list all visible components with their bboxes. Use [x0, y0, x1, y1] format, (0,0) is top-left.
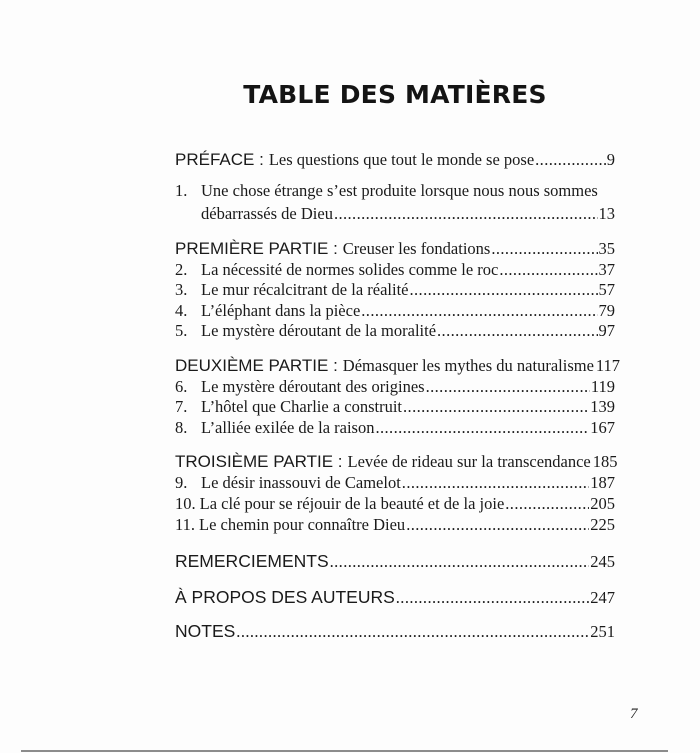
toc-entry-preface[interactable] — [175, 150, 615, 170]
dot-leader — [330, 552, 590, 572]
dot-leader — [361, 301, 597, 321]
entry-title: Les questions que tout le monde se pose — [268, 150, 535, 169]
section-label: PREMIÈRE PARTIE : — [175, 239, 338, 258]
dot-leader — [410, 280, 598, 300]
entry-title: Le chemin pour connaître Dieu — [199, 515, 406, 534]
chapter-number: 5. — [175, 321, 188, 340]
toc-entry-chapter-5[interactable] — [175, 321, 615, 341]
page-ref: 247 — [590, 588, 615, 607]
dot-leader — [402, 473, 589, 493]
page-ref: 187 — [590, 473, 615, 492]
toc-entry-chapter-2[interactable] — [175, 260, 615, 280]
page-ref: 139 — [590, 397, 615, 416]
chapter-number: 6. — [175, 377, 188, 396]
toc-entry-chapter-7[interactable] — [175, 397, 615, 417]
entry-title: REMERCIEMENTS — [175, 551, 329, 571]
entry-title: NOTES — [175, 621, 236, 641]
toc-entry-chapter-10[interactable] — [175, 494, 615, 514]
entry-title: Une chose étrange s’est produite lorsque nous nous sommes — [201, 181, 598, 200]
page-ref: 35 — [598, 239, 615, 258]
page-ref: 57 — [598, 280, 615, 299]
dot-leader — [505, 494, 589, 514]
section-label: TROISIÈME PARTIE : — [175, 452, 343, 471]
dot-leader — [236, 622, 589, 642]
dot-leader — [535, 150, 606, 170]
toc-entry-chapter-3[interactable] — [175, 280, 615, 300]
entry-title: Le mur récalcitrant de la réalité — [201, 280, 409, 299]
chapter-number: 9. — [175, 473, 188, 492]
page-ref: 117 — [595, 356, 621, 375]
chapter-number: 2. — [175, 260, 188, 279]
dot-leader — [491, 239, 597, 259]
toc-entry-part-2[interactable] — [175, 356, 621, 376]
chapter-number: 11. — [175, 515, 196, 534]
entry-title: Levée de rideau sur la transcendance — [347, 452, 591, 471]
toc-entry-part-3[interactable] — [175, 452, 618, 472]
entry-title: Démasquer les mythes du naturalisme — [342, 356, 594, 375]
entry-title: Le mystère déroutant des origines — [201, 377, 425, 396]
dot-leader — [426, 377, 590, 397]
entry-title: Creuser les fondations — [342, 239, 491, 258]
page-number: 7 — [630, 706, 638, 722]
page-ref: 79 — [598, 301, 615, 320]
toc-entry-chapter-9[interactable] — [175, 473, 615, 493]
toc-entry-a-propos[interactable] — [175, 587, 615, 608]
toc-entry-chapter-8[interactable] — [175, 418, 615, 438]
entry-title: La nécessité de normes solides comme le roc — [201, 260, 499, 279]
dot-leader — [375, 418, 589, 438]
chapter-number: 10. — [175, 494, 196, 513]
dot-leader — [406, 515, 589, 535]
dot-leader — [396, 588, 589, 608]
chapter-number: 3. — [175, 280, 188, 299]
entry-title: La clé pour se réjouir de la beauté et de la joie — [199, 494, 505, 513]
toc-entry-notes[interactable] — [175, 621, 615, 642]
toc-entry-chapter-1-continued[interactable] — [201, 204, 615, 224]
page-ref: 167 — [590, 418, 615, 437]
dot-leader — [499, 260, 597, 280]
page-ref: 205 — [590, 494, 615, 513]
section-label: PRÉFACE : — [175, 150, 264, 169]
dot-leader — [437, 321, 597, 341]
entry-title: L’éléphant dans la pièce — [201, 301, 361, 320]
toc-entry-chapter-11[interactable] — [175, 515, 615, 535]
entry-title: Le mystère déroutant de la moralité — [201, 321, 437, 340]
page-ref: 37 — [598, 260, 615, 279]
page-ref: 9 — [606, 150, 615, 169]
chapter-number: 7. — [175, 397, 188, 416]
toc-entry-part-1[interactable] — [175, 239, 615, 259]
entry-title-continued: débarrassés de Dieu — [201, 204, 333, 223]
page-title: TABLE DES MATIÈRES — [243, 80, 547, 109]
toc-entry-remerciements[interactable] — [175, 551, 615, 572]
page-ref: 225 — [590, 515, 615, 534]
page-ref: 13 — [598, 204, 615, 223]
page-bottom-rule — [21, 750, 668, 752]
entry-title: Le désir inassouvi de Camelot — [201, 473, 401, 492]
toc-entry-chapter-1[interactable] — [175, 181, 615, 201]
dot-leader — [403, 397, 589, 417]
entry-title: À PROPOS DES AUTEURS — [175, 587, 395, 607]
chapter-number: 4. — [175, 301, 188, 320]
entry-title: L’alliée exilée de la raison — [201, 418, 375, 437]
page-ref: 185 — [592, 452, 618, 471]
chapter-number: 1. — [175, 181, 188, 200]
page-ref: 97 — [598, 321, 615, 340]
page-ref: 245 — [590, 552, 615, 571]
entry-title: L’hôtel que Charlie a construit — [201, 397, 403, 416]
page-ref: 119 — [590, 377, 615, 396]
toc-entry-chapter-4[interactable] — [175, 301, 615, 321]
dot-leader — [334, 204, 598, 224]
page-ref: 251 — [590, 622, 615, 641]
section-label: DEUXIÈME PARTIE : — [175, 356, 338, 375]
toc-entry-chapter-6[interactable] — [175, 377, 615, 397]
chapter-number: 8. — [175, 418, 188, 437]
